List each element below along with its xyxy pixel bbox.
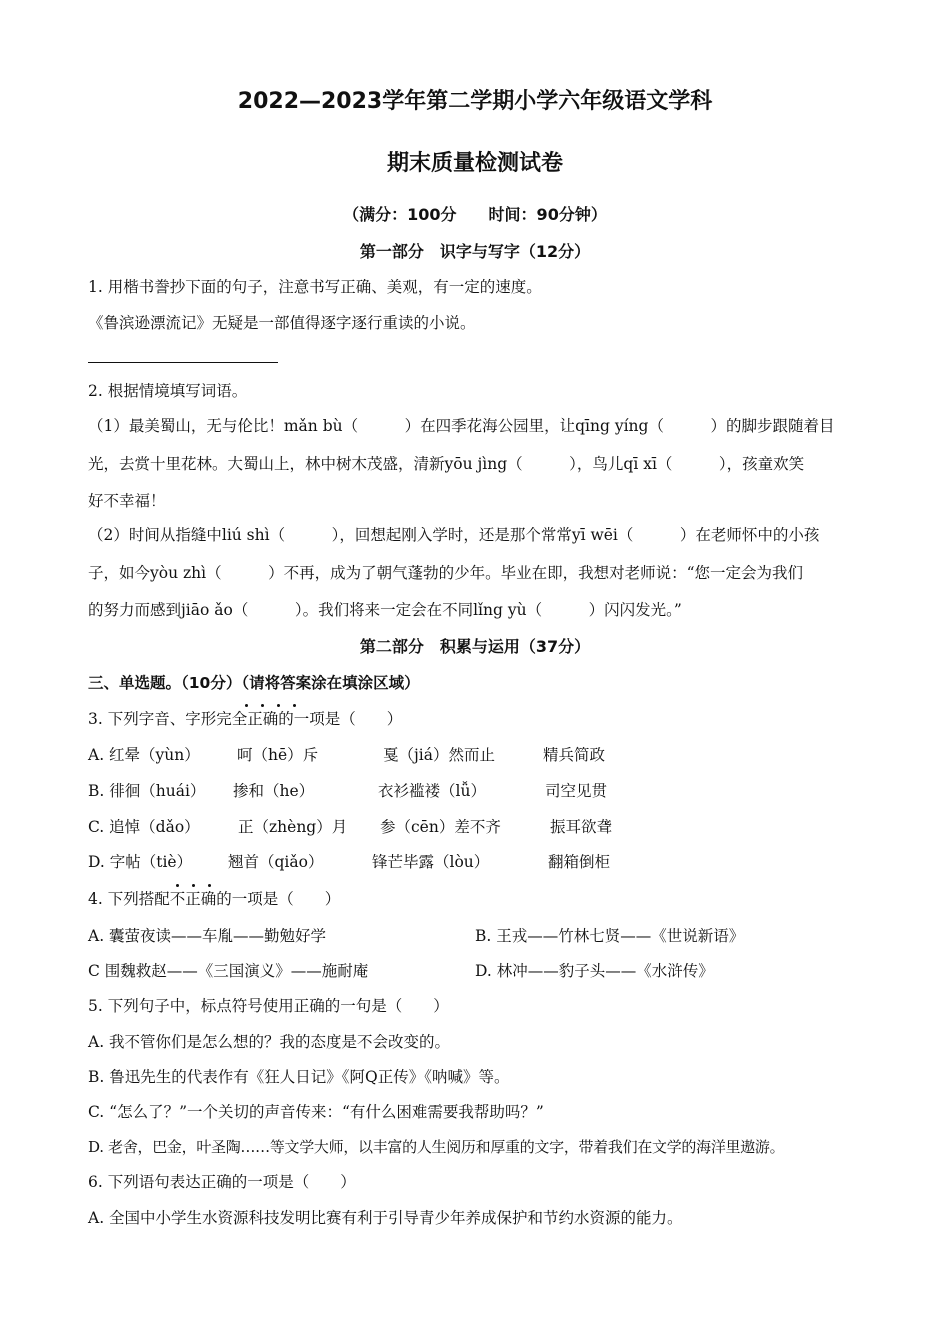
q3-option-d-4: 翻箱倒柜 xyxy=(548,853,611,871)
q4-option-b[interactable]: B. 王戎——竹林七贤——《世说新语》 xyxy=(475,927,745,945)
emphasis-dot xyxy=(176,884,179,887)
score-time: （满分：100分 时间：90分钟） xyxy=(343,205,607,224)
q2-p2-line1: （2）时间从指缝中liú shì（ ），回想起刚入学时，还是那个常常yī wēi（ ）在老师怀中的小孩 xyxy=(88,526,820,544)
q3-option-d-3: 锋芒毕露（lòu） xyxy=(372,853,490,871)
q3-option-b-1[interactable]: B. 徘徊（huái） xyxy=(88,782,206,800)
section3-heading: 三、单选题。（10分）（请将答案涂在填涂区域） xyxy=(88,674,420,692)
q3-prompt: 3. 下列字音、字形完全正确的一项是（ ） xyxy=(88,710,403,728)
q2-prompt: 2. 根据情境填写词语。 xyxy=(88,382,248,400)
emphasis-dot xyxy=(261,704,264,707)
q3-option-c-2: 正（zhèng）月 xyxy=(238,818,348,836)
q3-option-d-1[interactable]: D. 字帖（tiè） xyxy=(88,853,193,871)
q4-option-d[interactable]: D. 林冲——豹子头——《水浒传》 xyxy=(475,962,714,980)
q3-option-a-4: 精兵简政 xyxy=(543,746,606,764)
part2-heading: 第二部分 积累与运用（37分） xyxy=(359,637,591,656)
q3-option-b-3: 衣衫褴褛（lǚ） xyxy=(378,782,486,800)
emphasis-dot xyxy=(277,704,280,707)
q4-option-c[interactable]: C 围魏救赵——《三国演义》——施耐庵 xyxy=(88,962,369,980)
q3-option-c-1[interactable]: C. 追悼（dǎo） xyxy=(88,818,200,836)
q6-prompt: 6. 下列语句表达正确的一项是（ ） xyxy=(88,1173,356,1191)
q2-p1-line1: （1）最美蜀山，无与伦比！mǎn bù（ ）在四季花海公园里，让qīng yíng（ ）的脚步跟随着目 xyxy=(88,417,835,435)
exam-subtitle: 期末质量检测试卷 xyxy=(386,151,563,176)
q4-prompt: 4. 下列搭配不正确的一项是（ ） xyxy=(88,890,341,908)
q3-option-a-3: 戛（jiá）然而止 xyxy=(383,746,496,764)
q5-prompt: 5. 下列句子中，标点符号使用正确的一句是（ ） xyxy=(88,997,449,1015)
q3-option-b-2: 掺和（he） xyxy=(233,782,315,800)
q3-option-c-3: 参（cēn）差不齐 xyxy=(380,818,501,836)
emphasis-dot xyxy=(208,884,211,887)
q1-answer-line[interactable] xyxy=(88,362,278,363)
emphasis-dot xyxy=(245,704,248,707)
q6-option-a[interactable]: A. 全国中小学生水资源科技发明比赛有利于引导青少年养成保护和节约水资源的能力。 xyxy=(88,1209,683,1227)
q2-p1-line2: 光，去赏十里花林。大蜀山上，林中树木茂盛，清新yōu jìng（ ），鸟儿qī xī（ ），孩童欢笑 xyxy=(88,455,805,473)
q3-option-b-4: 司空见贯 xyxy=(545,782,608,800)
q3-option-a-2: 呵（hē）斥 xyxy=(237,746,319,764)
q2-p1-line3: 好不幸福！ xyxy=(88,492,166,510)
q4-option-a[interactable]: A. 囊萤夜读——车胤——勤勉好学 xyxy=(88,927,327,945)
q3-option-d-2: 翘首（qiǎo） xyxy=(228,853,324,871)
q5-option-d[interactable]: D. 老舍，巴金，叶圣陶……等文学大师，以丰富的人生阅历和厚重的文字，带着我们在文学的海洋里遨游。 xyxy=(88,1138,785,1156)
q2-p2-line3: 的努力而感到jiāo ǎo（ ）。我们将来一定会在不同lǐng yù（ ）闪闪发光。” xyxy=(88,601,682,619)
q3-option-c-4: 振耳欲聋 xyxy=(550,818,613,836)
exam-title: 2022—2023学年第二学期小学六年级语文学科 xyxy=(237,89,713,114)
q3-option-a-1[interactable]: A. 红晕（yùn） xyxy=(88,746,200,764)
q2-p2-line2: 子，如今yòu zhì（ ）不再，成为了朝气蓬勃的少年。毕业在即，我想对老师说：“您一定会为我们 xyxy=(88,564,804,582)
emphasis-dot xyxy=(293,704,296,707)
q1-sentence: 《鲁滨逊漂流记》无疑是一部值得逐字逐行重读的小说。 xyxy=(88,314,476,332)
q1-prompt: 1. 用楷书誊抄下面的句子，注意书写正确、美观，有一定的速度。 xyxy=(88,278,542,296)
q5-option-a[interactable]: A. 我不管你们是怎么想的？我的态度是不会改变的。 xyxy=(88,1033,451,1051)
part1-heading: 第一部分 识字与写字（12分） xyxy=(359,242,591,261)
q5-option-c[interactable]: C. “怎么了？”一个关切的声音传来：“有什么困难需要我帮助吗？” xyxy=(88,1103,544,1121)
emphasis-dot xyxy=(192,884,195,887)
q5-option-b[interactable]: B. 鲁迅先生的代表作有《狂人日记》《阿Q正传》《呐喊》等。 xyxy=(88,1068,510,1086)
